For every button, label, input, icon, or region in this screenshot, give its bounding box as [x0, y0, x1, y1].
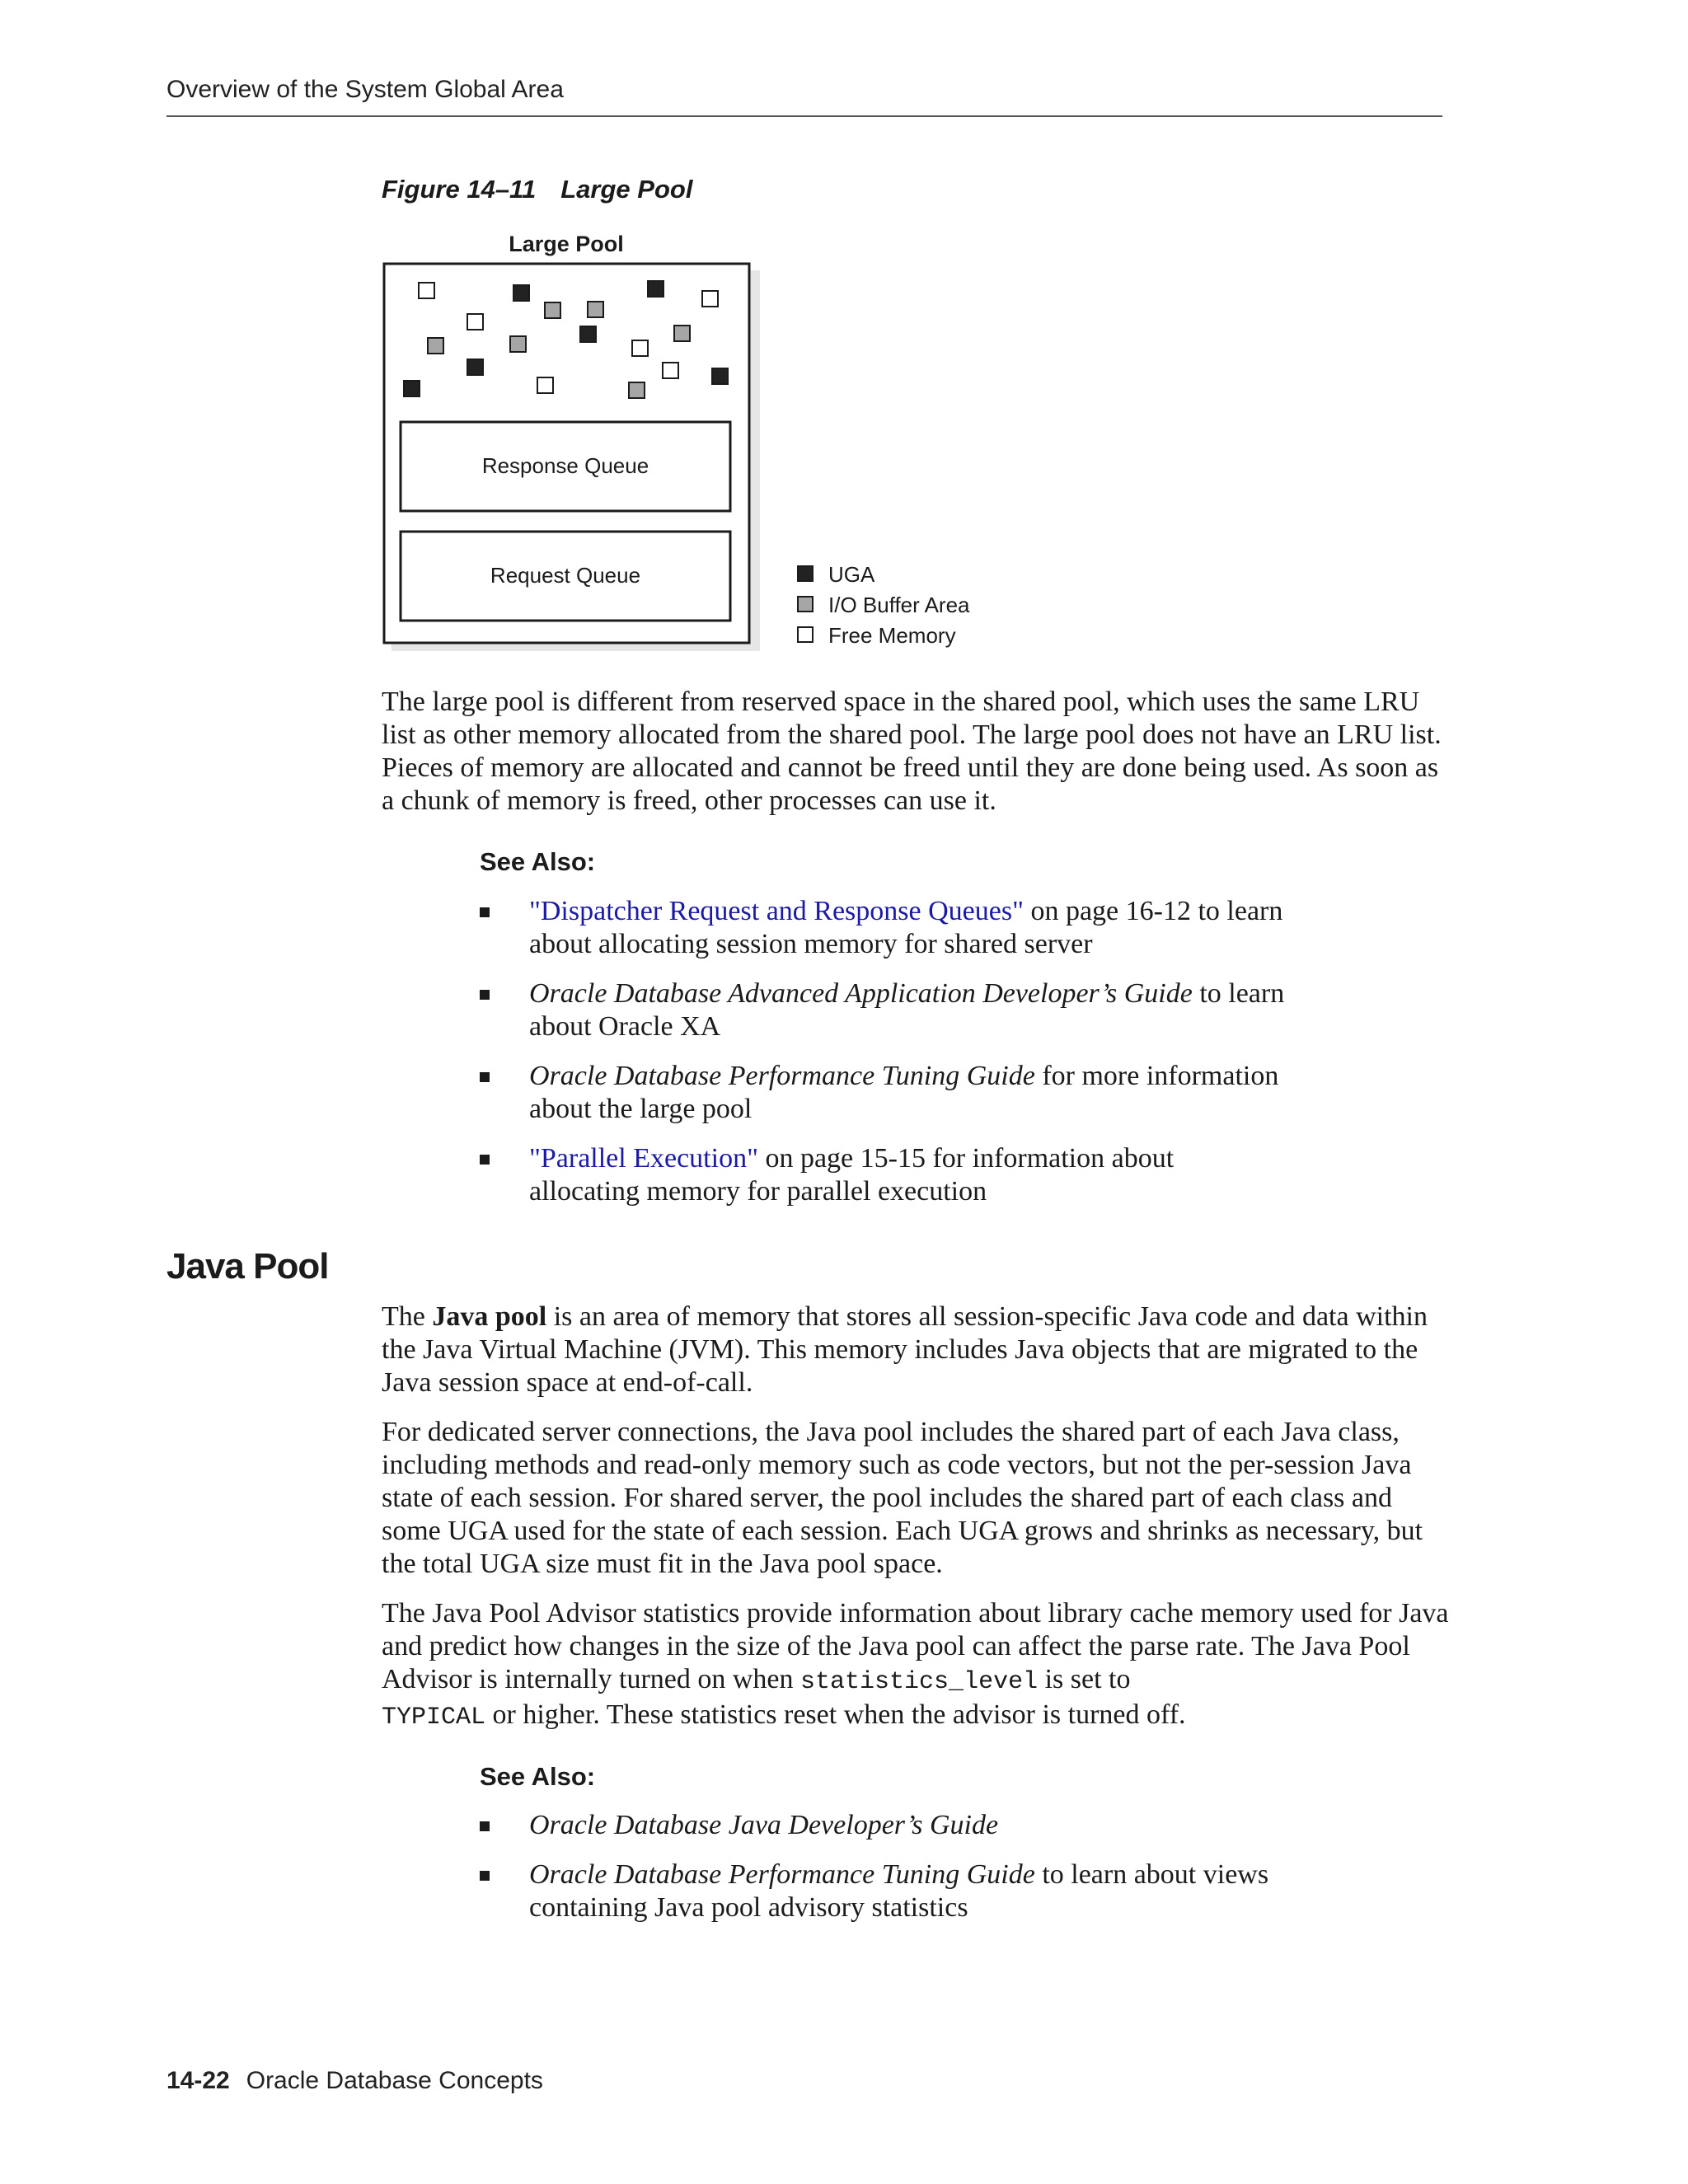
- free-memory-chunk: [537, 377, 553, 393]
- free-memory-chunk: [663, 363, 678, 378]
- io-buffer-chunk: [629, 382, 645, 398]
- term-java-pool: Java pool: [432, 1301, 547, 1332]
- book-title: Oracle Database Advanced Application Developer’s Guide: [529, 978, 1193, 1009]
- list-item-text: for more information: [1034, 1061, 1279, 1091]
- book-title-footer: Oracle Database Concepts: [246, 2067, 543, 2094]
- list-item-text: on page 16-12 to learn: [1023, 896, 1283, 926]
- io-buffer-chunk: [588, 302, 603, 317]
- response-queue-label: Response Queue: [481, 453, 649, 478]
- legend-io-buffer-label: I/O Buffer Area: [828, 593, 970, 617]
- legend-free-memory-swatch: [798, 627, 813, 642]
- code-typical: TYPICAL: [382, 1704, 486, 1732]
- dispatcher-queues-link[interactable]: "Dispatcher Request and Response Queues": [529, 896, 1024, 926]
- large-pool-paragraph: The large pool is different from reserved space in the shared pool, which uses the same LRU list as other memory allocated from the shared pool. The large pool does not have an LRU list. Pieces of memory are allocated and cannot be freed until they are done being used. As soon as a chunk of memory is freed, other processes can use it.: [382, 687, 1442, 816]
- code-statistics-level: statistics_level: [800, 1668, 1039, 1696]
- java-pool-paragraph-2: For dedicated server connections, the Java pool includes the shared part of each Java class, including methods and read-only memory such as code vectors, but not the per-session Java state of each session. For shared server, the pool includes the shared part of each class and some UGA used for the state of each session. Each UGA grows and shrinks as necessary, but the total UGA size must fit in the Java pool space.: [382, 1417, 1423, 1579]
- list-item-text: about Oracle XA: [529, 1011, 721, 1042]
- free-memory-chunk: [632, 340, 648, 356]
- list-item-text: allocating memory for parallel execution: [529, 1176, 987, 1207]
- uga-chunk: [580, 326, 596, 342]
- legend-io-buffer-swatch: [798, 597, 813, 612]
- parallel-execution-link[interactable]: "Parallel Execution": [529, 1143, 758, 1174]
- see-also-title: See Also:: [480, 1762, 596, 1791]
- section-heading: Java Pool: [166, 1246, 329, 1286]
- diagram-label: Large Pool: [509, 232, 624, 256]
- figure-number: Figure 14–11: [382, 175, 537, 204]
- see-also-list: [480, 895, 1386, 1225]
- io-buffer-chunk: [674, 326, 690, 341]
- legend-uga-swatch: [798, 566, 813, 581]
- bullet-icon: [480, 907, 490, 917]
- large-pool-diagram: [382, 227, 1008, 663]
- uga-chunk: [712, 368, 728, 384]
- java-pool-paragraph-1: The Java pool is an area of memory that stores all session-specific Java code and data within the Java Virtual Machine (JVM). This memory includes Java objects that are migrated to the Java session space at end-of-call.: [382, 1301, 1428, 1398]
- list-item-text: to learn: [1192, 978, 1285, 1009]
- page-footer: [166, 2067, 543, 2095]
- bullet-icon: [480, 990, 490, 1000]
- book-title: Oracle Database Java Developer’s Guide: [529, 1810, 999, 1840]
- io-buffer-chunk: [428, 338, 443, 354]
- uga-chunk: [648, 281, 663, 297]
- bullet-icon: [480, 1871, 490, 1881]
- uga-chunk: [467, 359, 483, 375]
- legend: [798, 562, 970, 648]
- list-item: [480, 1142, 1386, 1208]
- list-item-text: to learn about views: [1034, 1859, 1269, 1890]
- bullet-icon: [480, 1821, 490, 1831]
- io-buffer-chunk: [545, 302, 560, 318]
- free-memory-chunk: [467, 314, 483, 330]
- see-also-list: [480, 1809, 1386, 1941]
- section-body: [382, 1301, 1453, 1750]
- legend-uga-label: UGA: [828, 562, 875, 587]
- page-number: 14-22: [166, 2067, 230, 2094]
- list-item: [480, 1809, 1386, 1842]
- list-item: [480, 977, 1386, 1043]
- see-also-title: See Also:: [480, 847, 596, 876]
- book-title: Oracle Database Performance Tuning Guide: [529, 1859, 1035, 1890]
- book-title: Oracle Database Performance Tuning Guide: [529, 1061, 1035, 1091]
- list-item: [480, 1858, 1386, 1924]
- list-item-text: on page 15-15 for information about: [757, 1143, 1175, 1174]
- figure-title: Large Pool: [560, 175, 693, 204]
- bullet-icon: [480, 1155, 490, 1165]
- list-item: [480, 895, 1386, 961]
- list-item-text: containing Java pool advisory statistics: [529, 1892, 968, 1923]
- list-item-text: about the large pool: [529, 1094, 753, 1124]
- running-header: Overview of the System Global Area: [166, 76, 564, 103]
- list-item-text: about allocating session memory for shared server: [529, 929, 1093, 959]
- free-memory-chunk: [419, 283, 434, 298]
- uga-chunk: [513, 285, 529, 301]
- free-memory-chunk: [702, 291, 718, 307]
- request-queue-label: Request Queue: [490, 563, 641, 588]
- header-rule: [166, 115, 1442, 117]
- java-pool-paragraph-3: The Java Pool Advisor statistics provide information about library cache memory used for Java and predict how changes in the size of the Java pool can affect the parse rate. The Java Pool Advisor is internally turned on when statistics_level is set to TYPICAL or higher. These statistics reset when the advisor is turned off.: [382, 1598, 1449, 1732]
- legend-free-memory-label: Free Memory: [828, 623, 956, 648]
- uga-chunk: [404, 381, 420, 396]
- figure-caption: [382, 175, 692, 204]
- list-item: [480, 1060, 1386, 1126]
- bullet-icon: [480, 1072, 490, 1082]
- io-buffer-chunk: [510, 336, 526, 352]
